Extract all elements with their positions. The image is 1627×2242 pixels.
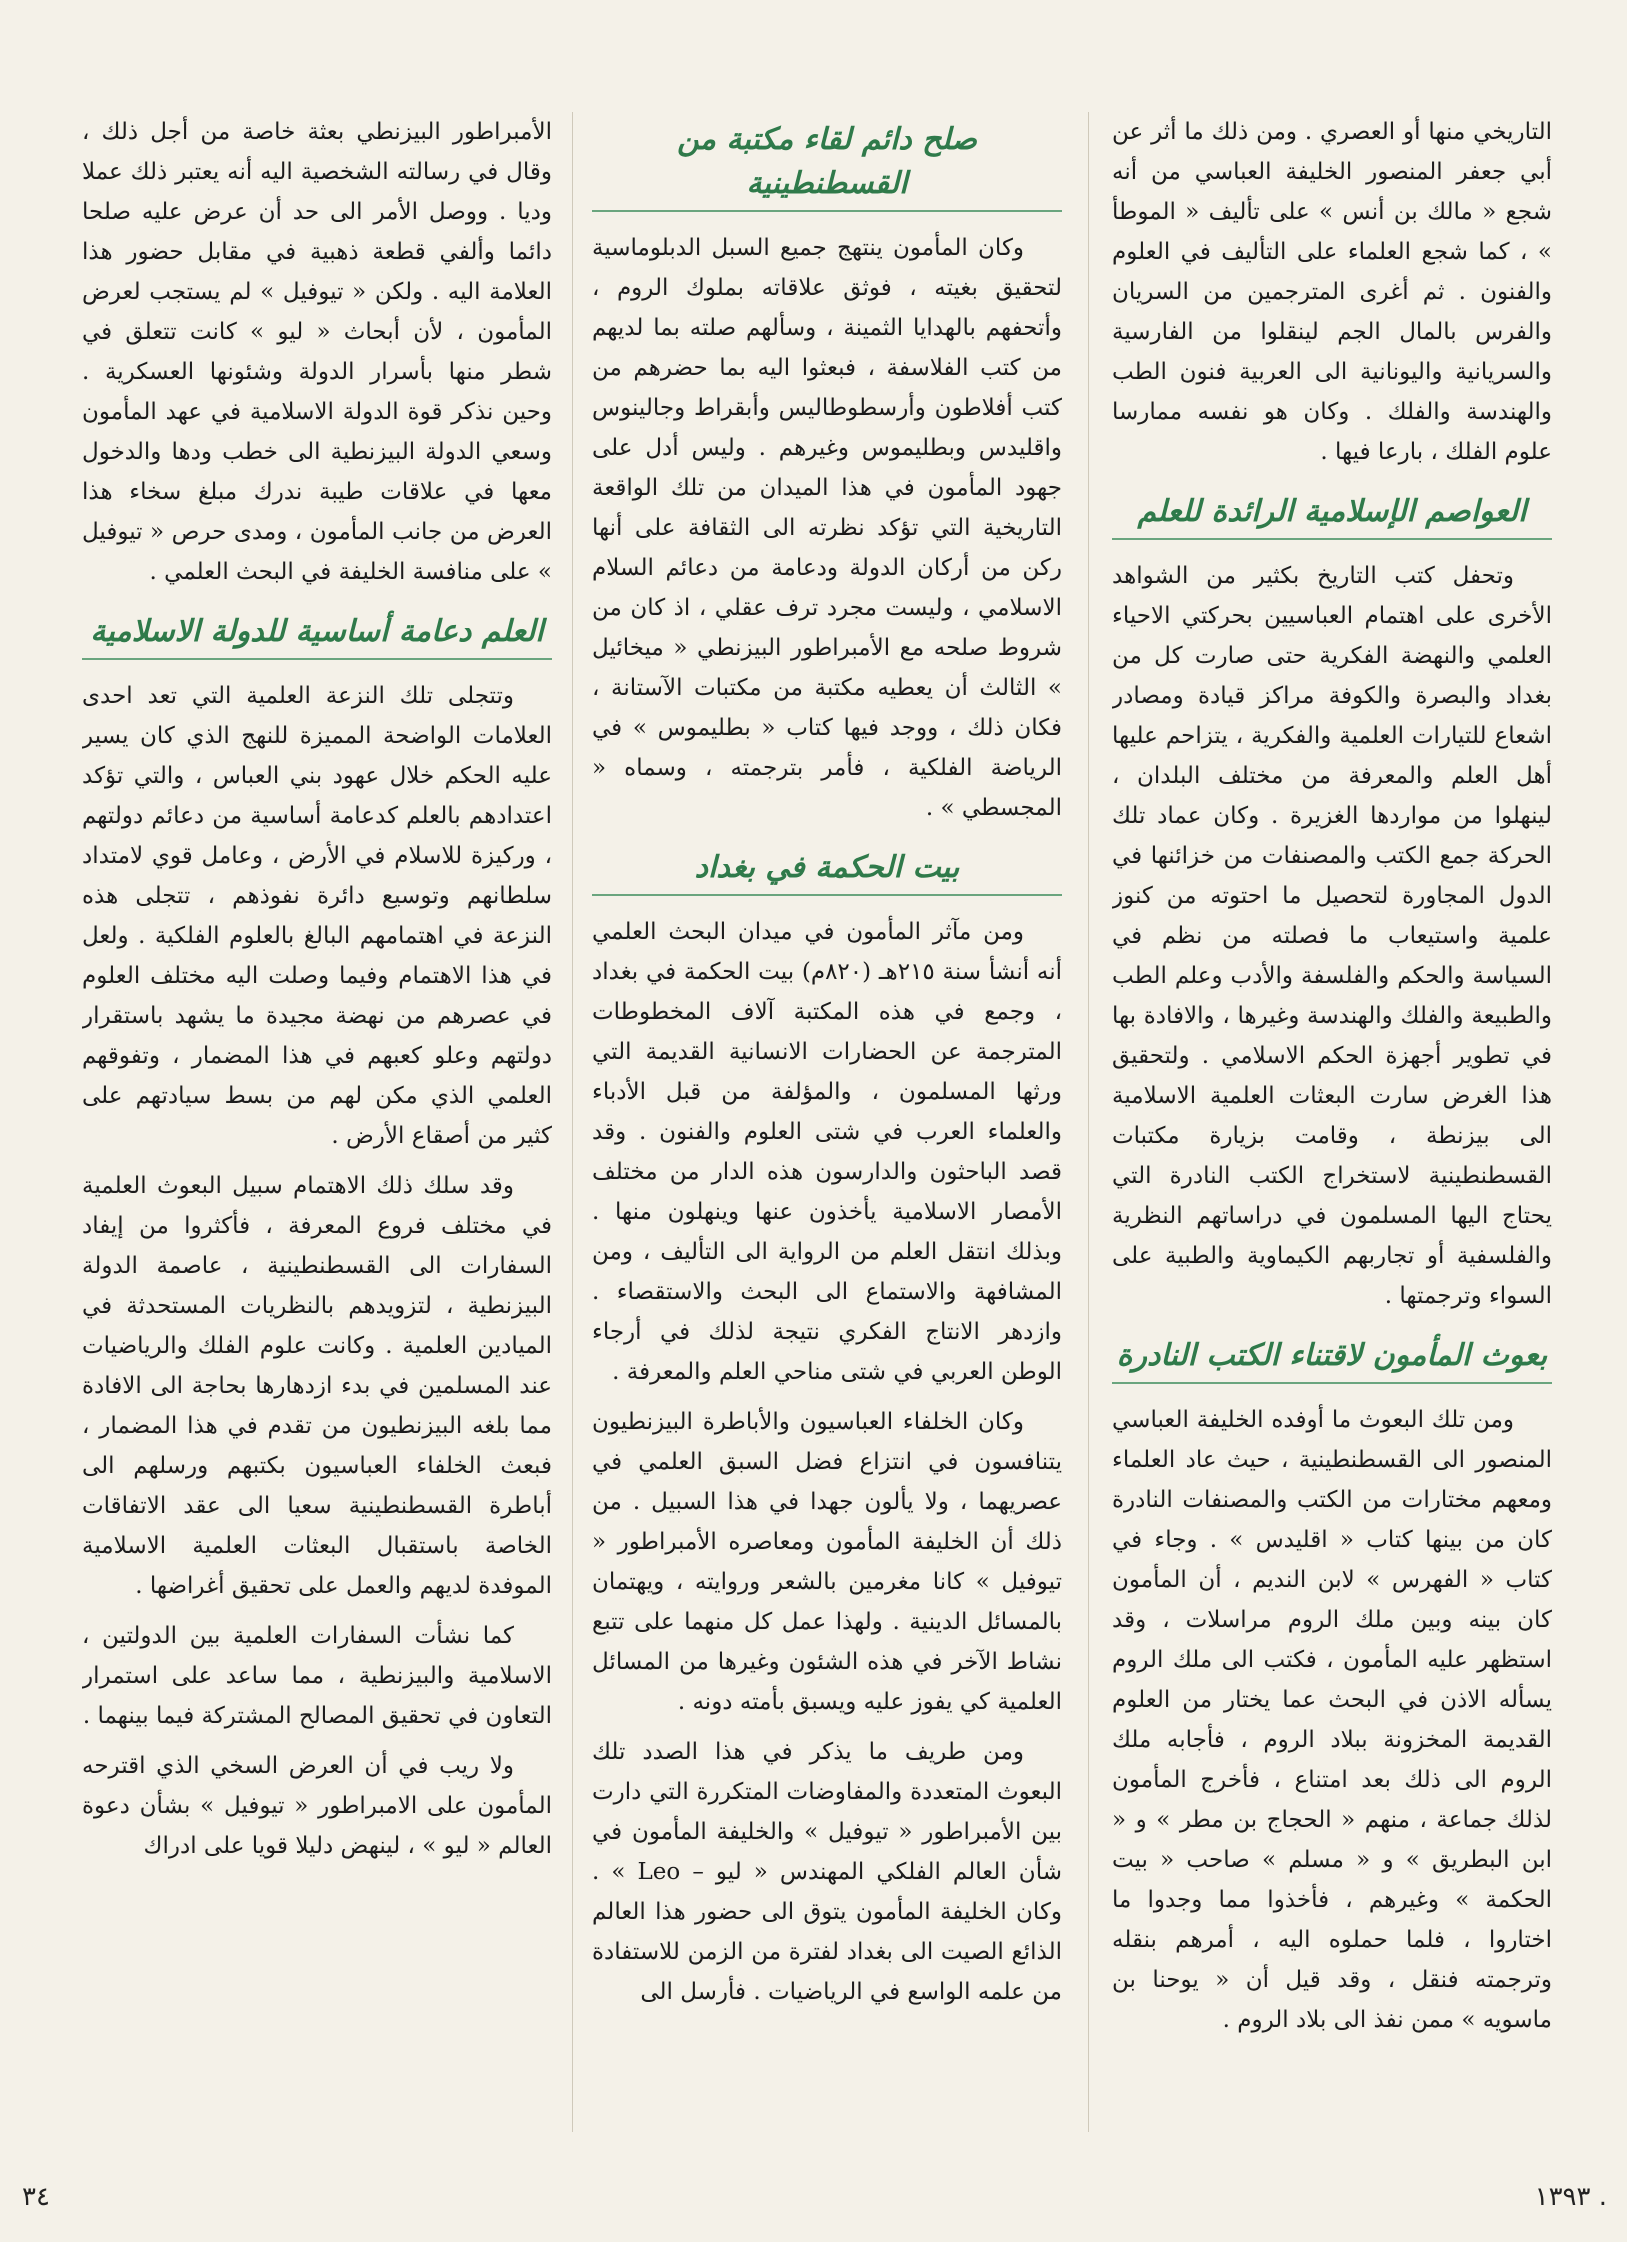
paragraph: ومن طريف ما يذكر في هذا الصدد تلك البعوث المتعددة والمفاوضات المتكررة التي دارت بين الأمبراطور « تيوفيل » والخليفة المأمون في شأن العالم الفلكي المهندس « ليو – Leo » . وكان الخليفة المأمون يتوق الى حضور هذا العالم الذائع الصيت الى بغداد لفترة من الزمن للاستفادة من علمه الواسع في الرياضيات . فأرسل الى [592, 1739, 1062, 2005]
paragraph: ولا ريب في أن العرض السخي الذي اقترحه المأمون على الامبراطور « تيوفيل » بشأن دعوة العالم « ليو » ، لينهض دليلا قويا على ادراك [82, 1753, 552, 1859]
column-middle [592, 112, 1062, 2142]
column-left [82, 112, 552, 2142]
section-heading: العواصم الإسلامية الرائدة للعلم [1112, 490, 1552, 540]
paragraph: ومن تلك البعوث ما أوفده الخليفة العباسي المنصور الى القسطنطينية ، حيث عاد العلماء ومعهم مختارات من الكتب والمصنفات النادرة كان من بينها كتاب « اقليدس » . وجاء في كتاب « الفهرس » لابن النديم ، أن المأمون كان بينه وبين ملك الروم مراسلات ، وقد استظهر عليه المأمون ، فكتب الى ملك الروم يسأله الاذن في البحث عما يختار من العلوم القديمة المخزونة ببلاد الروم ، فأجابه ملك الروم الى ذلك بعد امتناع ، فأخرج المأمون لذلك جماعة ، منهم « الحجاج بن مطر » و « ابن البطريق » و « مسلم » صاحب « بيت الحكمة » وغيرهم ، فأخذوا مما وجدوا ما اختاروا ، فلما حملوه اليه ، أمرهم بنقله وترجمته فنقل ، وقد قيل أن « يوحنا بن ماسويه » ممن نفذ الى بلاد الروم . [1112, 1407, 1552, 2033]
column-right [1112, 112, 1552, 2142]
section-heading: العلم دعامة أساسية للدولة الاسلامية [82, 610, 552, 660]
page-number-left: ٣٤ [22, 2182, 50, 2212]
section-heading: بيت الحكمة في بغداد [592, 846, 1062, 896]
paragraph: الأمبراطور البيزنطي بعثة خاصة من أجل ذلك ، وقال في رسالته الشخصية اليه أنه يعتبر ذلك عملا وديا . ووصل الأمر الى حد أن عرض عليه صلحا دائما وألفي قطعة ذهبية في مقابل حضور هذا العلامة اليه . ولكن « تيوفيل » لم يستجب لعرض المأمون ، لأن أبحاث « ليو » كانت تتعلق في شطر منها بأسرار الدولة وشئونها العسكرية . وحين نذكر قوة الدولة الاسلامية في عهد المأمون وسعي الدولة البيزنطية الى خطب ودها والدخول معها في علاقات طيبة ندرك مبلغ سخاء هذا العرض من جانب المأمون ، ومدى حرص « تيوفيل » على منافسة الخليفة في البحث العلمي . [82, 119, 552, 585]
paragraph: وكان المأمون ينتهج جميع السبل الدبلوماسية لتحقيق بغيته ، فوثق علاقاته بملوك الروم ، وأتحفهم بالهدايا الثمينة ، وسألهم صلته بما لديهم من كتب الفلاسفة ، فبعثوا اليه بما حضرهم من كتب أفلاطون وأرسطوطاليس وأبقراط وجالينوس واقليدس وبطليموس وغيرهم . وليس أدل على جهود المأمون في هذا الميدان من تلك الواقعة التاريخية التي تؤكد نظرته الى الثقافة على أنها ركن من أركان الدولة ودعامة من دعائم السلام الاسلامي ، وليست مجرد ترف عقلي ، اذ كان من شروط صلحه مع الأمبراطور البيزنطي « ميخائيل » الثالث أن يعطيه مكتبة من مكتبات الآستانة ، فكان ذلك ، ووجد فيها كتاب « بطليموس » في الرياضة الفلكية ، فأمر بترجمته ، وسماه « المجسطي » . [592, 235, 1062, 821]
paragraph: ومن مآثر المأمون في ميدان البحث العلمي أنه أنشأ سنة ٢١٥هـ (٨٢٠م) بيت الحكمة في بغداد ، وجمع في هذه المكتبة آلاف المخطوطات المترجمة عن الحضارات الانسانية القديمة التي ورثها المسلمون ، والمؤلفة من قبل الأدباء والعلماء العرب في شتى العلوم والفنون . وقد قصد الباحثون والدارسون هذه الدار من مختلف الأمصار الاسلامية يأخذون عنها وينهلون منها . وبذلك انتقل العلم من الرواية الى التأليف ، ومن المشافهة والاستماع الى البحث والاستقصاء . وازدهر الانتاج الفكري نتيجة لذلك في أرجاء الوطن العربي في شتى مناحي العلم والمعرفة . [592, 919, 1062, 1385]
paragraph: وقد سلك ذلك الاهتمام سبيل البعوث العلمية في مختلف فروع المعرفة ، فأكثروا من إيفاد السفارات الى القسطنطينية ، عاصمة الدولة البيزنطية ، لتزويدهم بالنظريات المستحدثة في الميادين العلمية . وكانت علوم الفلك والرياضيات عند المسلمين في بدء ازدهارها بحاجة الى الافادة مما بلغه البيزنطيون من تقدم في هذا المضمار ، فبعث الخلفاء العباسيون بكتبهم ورسلهم الى أباطرة القسطنطينية سعيا الى عقد الاتفاقات الخاصة باستقبال البعثات العلمية الاسلامية الموفدة لديهم والعمل على تحقيق أغراضها . [82, 1173, 552, 1599]
page-number-right: ١٣٩٣ . [1534, 2182, 1607, 2212]
paragraph: وكان الخلفاء العباسيون والأباطرة البيزنطيون يتنافسون في انتزاع فضل السبق العلمي في عصريهما ، ولا يألون جهدا في هذا السبيل . من ذلك أن الخليفة المأمون ومعاصره الأمبراطور « تيوفيل » كانا مغرمين بالشعر وروايته ، ويهتمان بالمسائل الدينية . ولهذا عمل كل منهما على تتبع نشاط الآخر في هذه الشئون وغيرها من المسائل العلمية كي يفوز عليه ويسبق بأمته دونه . [592, 1409, 1062, 1715]
paragraph: وتتجلى تلك النزعة العلمية التي تعد احدى العلامات الواضحة المميزة للنهج الذي كان يسير عليه الحكم خلال عهود بني العباس ، والتي تؤكد اعتدادهم بالعلم كدعامة أساسية من دعائم دولتهم ، وركيزة للاسلام في الأرض ، وعامل قوي لامتداد سلطانهم وتوسيع دائرة نفوذهم ، تتجلى هذه النزعة في اهتمامهم البالغ بالعلوم الفلكية . ولعل في هذا الاهتمام وفيما وصلت اليه مختلف العلوم في عصرهم من نهضة مجيدة ما يشهد باستقرار دولتهم وعلو كعبهم في هذا المضمار ، وتفوقهم العلمي الذي مكن لهم من بسط سيادتهم على كثير من أصقاع الأرض . [82, 683, 552, 1149]
section-heading: بعوث المأمون لاقتناء الكتب النادرة [1112, 1334, 1552, 1384]
column-divider [1088, 112, 1089, 2132]
paragraph: كما نشأت السفارات العلمية بين الدولتين ، الاسلامية والبيزنطية ، مما ساعد على استمرار التعاون في تحقيق المصالح المشتركة فيما بينهما . [82, 1623, 552, 1729]
section-heading: صلح دائم لقاء مكتبة من القسطنطينية [592, 118, 1062, 212]
paragraph: التاريخي منها أو العصري . ومن ذلك ما أثر عن أبي جعفر المنصور الخليفة العباسي من أنه شجع « مالك بن أنس » على تأليف « الموطأ » ، كما شجع العلماء على التأليف في العلوم والفنون . ثم أغرى المترجمين من السريان والفرس بالمال الجم لينقلوا من الفارسية والسريانية واليونانية الى العربية فنون الطب والهندسة والفلك . وكان هو نفسه ممارسا علوم الفلك ، بارعا فيها . [1112, 119, 1552, 465]
paragraph: وتحفل كتب التاريخ بكثير من الشواهد الأخرى على اهتمام العباسيين بحركتي الاحياء العلمي والنهضة الفكرية حتى صارت كل من بغداد والبصرة والكوفة مراكز قيادة ومصادر اشعاع للتيارات العلمية والفكرية ، يتزاحم عليها أهل العلم والمعرفة من مختلف البلدان ، لينهلوا من مواردها الغزيرة . وكان عماد تلك الحركة جمع الكتب والمصنفات من خزائنها في الدول المجاورة لتحصيل ما احتوته من كنوز علمية واستيعاب ما فصلته من نظم في السياسة والحكم والفلسفة والأدب وعلم الطب والطبيعة والفلك والهندسة وغيرها ، والافادة بها في تطوير أجهزة الحكم الاسلامي . ولتحقيق هذا الغرض سارت البعثات العلمية الاسلامية الى بيزنطة ، وقامت بزيارة مكتبات القسطنطينية لاستخراج الكتب النادرة التي يحتاج اليها المسلمون في دراساتهم النظرية والفلسفية أو تجاربهم الكيماوية والطبية على السواء وترجمتها . [1112, 563, 1552, 1309]
column-divider [572, 112, 573, 2132]
